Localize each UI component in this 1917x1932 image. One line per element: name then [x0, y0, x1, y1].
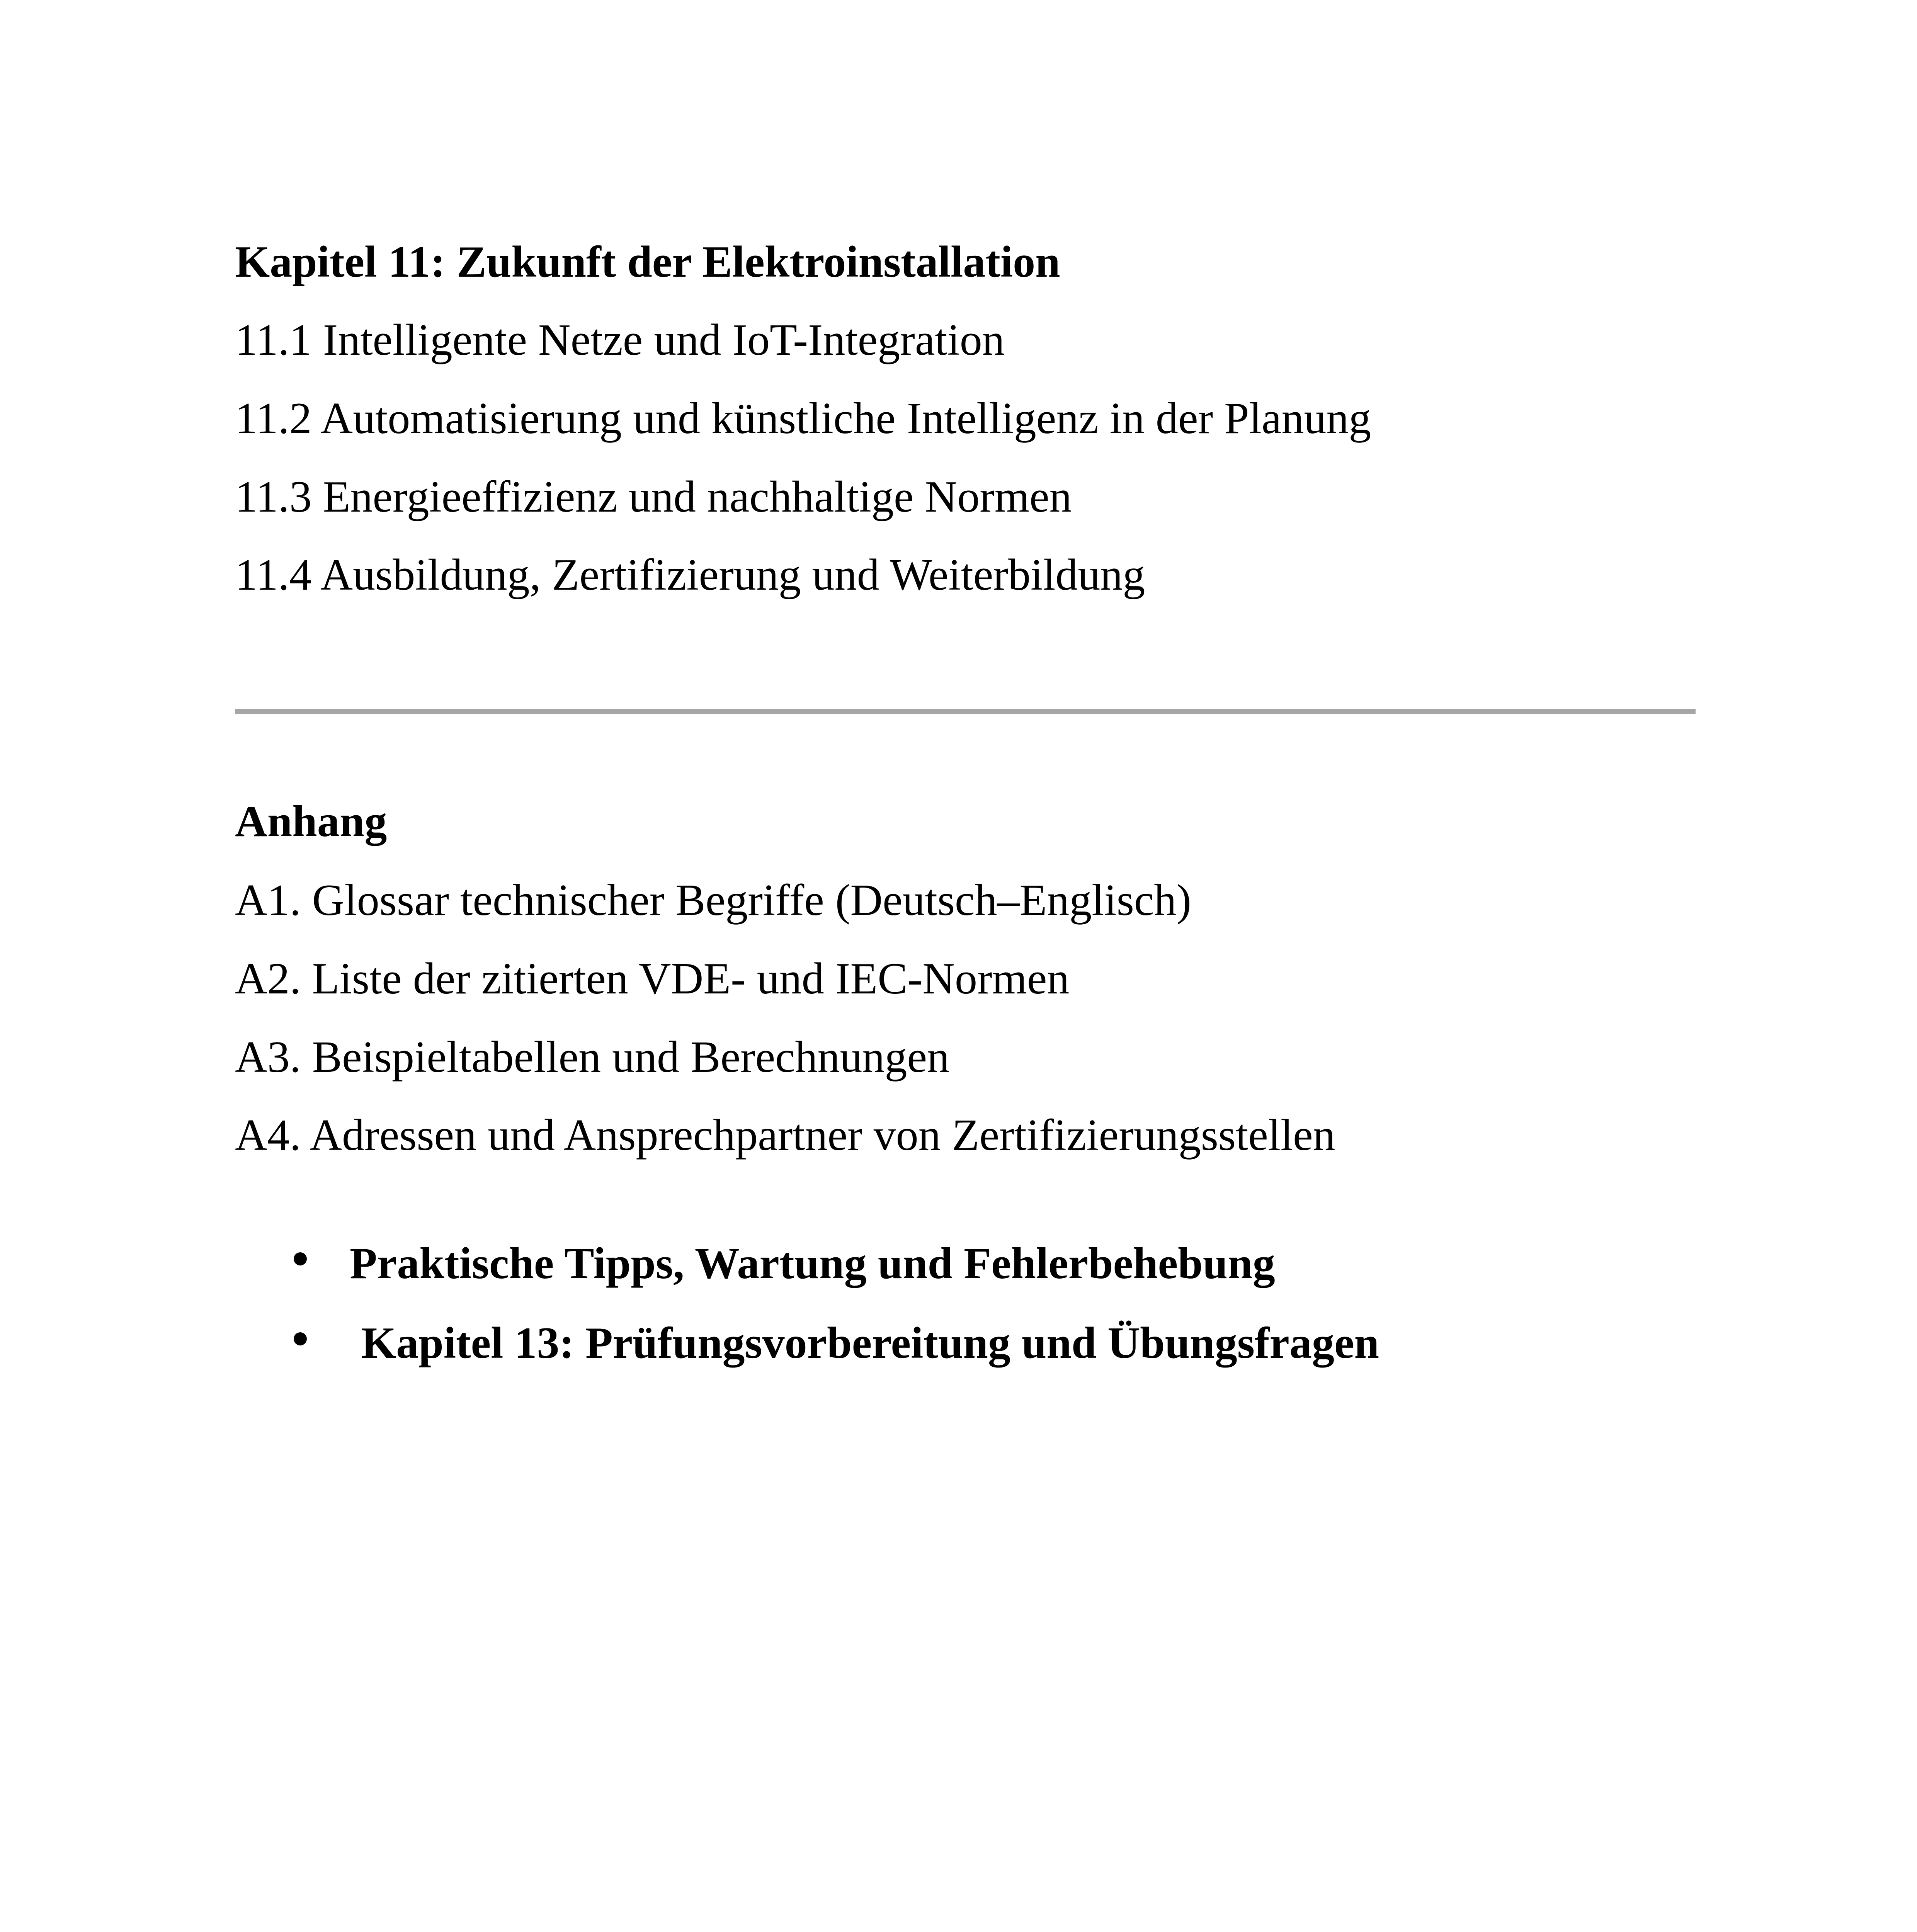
- appendix-heading: Anhang: [235, 797, 387, 846]
- toc-entry-11-3: 11.3 Energieeffizienz und nachhaltige Normen: [235, 472, 1072, 522]
- toc-entry-11-4: 11.4 Ausbildung, Zertifizierung und Weiterbildung: [235, 550, 1145, 600]
- appendix-entry-a4: A4. Adressen und Ansprechpartner von Zertifizierungsstellen: [235, 1111, 1335, 1160]
- horizontal-divider: [235, 709, 1696, 714]
- toc-entry-11-2: 11.2 Automatisierung und künstliche Intelligenz in der Planung: [235, 394, 1371, 443]
- chapter-11-heading: Kapitel 11: Zukunft der Elektroinstallation: [235, 237, 1060, 287]
- appendix-entry-a2: A2. Liste der zitierten VDE- und IEC-Normen: [235, 954, 1070, 1003]
- toc-entry-11-1: 11.1 Intelligente Netze und IoT-Integration: [235, 315, 1005, 365]
- appendix-entry-a1: A1. Glossar technischer Begriffe (Deutsch–Englisch): [235, 876, 1192, 925]
- bullet-item-chapter-13: Kapitel 13: Prüfungsvorbereitung und Übungsfragen: [361, 1318, 1379, 1368]
- appendix-entry-a3: A3. Beispieltabellen und Berechnungen: [235, 1032, 950, 1082]
- bullet-icon: [294, 1252, 307, 1265]
- bullet-icon: [294, 1332, 307, 1345]
- bullet-item-tips: Praktische Tipps, Wartung und Fehlerbehebung: [350, 1239, 1275, 1288]
